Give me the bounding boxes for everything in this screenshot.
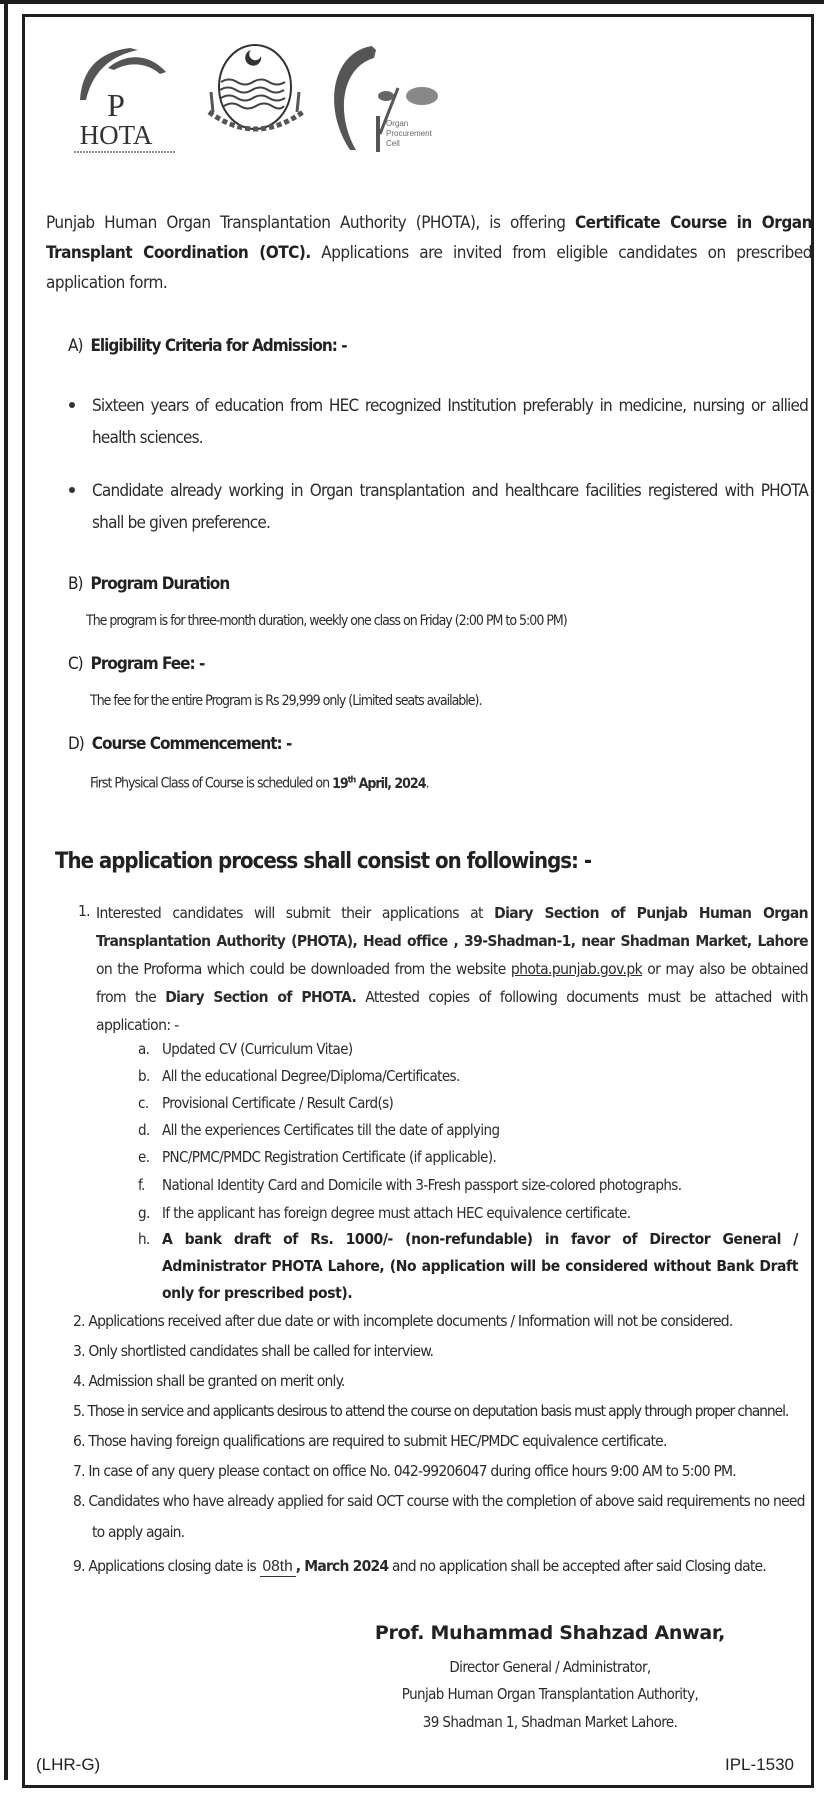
signatory-title: Director General / Administrator, xyxy=(449,1658,651,1676)
doc-item: If the applicant has foreign degree must attach HEC equivalence certificate. xyxy=(162,1204,631,1222)
doc-label: c. xyxy=(138,1094,149,1112)
organ-procurement-cell-logo xyxy=(322,38,462,156)
closing-date-item xyxy=(73,1557,766,1577)
section-a-title: Eligibility Criteria for Admission: - xyxy=(90,336,347,356)
section-d-label: D) xyxy=(68,734,84,754)
commencement-day: 19 xyxy=(332,775,348,792)
program-fee-text: The fee for the entire Program is Rs 29,999 only (Limited seats available). xyxy=(90,693,482,709)
hota-logo-letter: P xyxy=(107,87,125,123)
item-number: 6. xyxy=(73,1432,85,1450)
doc-label: d. xyxy=(138,1121,150,1139)
section-b-title: Program Duration xyxy=(90,574,230,594)
closing-date-text-pre: Applications closing date is xyxy=(88,1557,260,1575)
section-c-heading xyxy=(68,654,204,674)
commencement-text-post: . xyxy=(425,775,429,792)
item-1-part-3: or may also be obtained from the xyxy=(96,960,808,1006)
organ-logo-line-3: Cell xyxy=(386,139,400,148)
commencement-date xyxy=(332,776,425,792)
doc-label: g. xyxy=(138,1204,150,1222)
eligibility-bullet-1: Sixteen years of education from HEC recognized Institution preferably in medicine, nursing or allied health sciences. xyxy=(92,396,808,448)
website-link[interactable]: phota.punjab.gov.pk xyxy=(510,960,643,978)
item-number: 2. xyxy=(73,1312,85,1330)
item-text: Admission shall be granted on merit only. xyxy=(88,1372,345,1390)
bullet-icon xyxy=(69,487,75,493)
section-b-heading xyxy=(68,574,229,594)
item-number: 4. xyxy=(73,1372,85,1390)
item-text: Candidates who have already applied for said OCT course with the completion of above said requirements no need xyxy=(88,1492,805,1510)
commencement-day-suffix: th xyxy=(347,775,356,785)
doc-label: h. xyxy=(138,1230,150,1248)
punjab-government-seal xyxy=(203,42,309,144)
item-1-text xyxy=(96,899,808,1039)
intro-text-2: Applications are invited from eligible candidates on prescribed application form. xyxy=(46,243,812,293)
closing-date-day: 08th xyxy=(260,1558,296,1577)
item-text: Those in service and applicants desirous to attend the course on deputation basis must apply through proper channel. xyxy=(87,1402,789,1420)
intro-course-name: Certificate Course in Organ Transplant Coordination (OTC). xyxy=(46,213,812,263)
doc-label: f. xyxy=(138,1176,145,1194)
intro-text-1: Punjab Human Organ Transplantation Authority (PHOTA), is offering xyxy=(46,213,575,233)
process-item xyxy=(73,1312,732,1330)
organ-logo-line-2: Procurement xyxy=(386,129,432,138)
process-item xyxy=(73,1492,805,1510)
process-item-continuation: to apply again. xyxy=(92,1523,185,1541)
item-1-part-2: on the Proforma which could be downloaded from the website xyxy=(96,960,511,978)
outer-border-left xyxy=(4,0,8,1780)
doc-item: Provisional Certificate / Result Card(s) xyxy=(162,1094,394,1112)
footer-code-left: (LHR-G) xyxy=(36,1755,101,1774)
item-1-number: 1. xyxy=(78,902,90,920)
section-d-heading xyxy=(68,734,291,754)
section-a-heading xyxy=(68,336,347,356)
section-b-label: B) xyxy=(68,574,83,594)
eligibility-bullet-2: Candidate already working in Organ transplantation and healthcare facilities registered with PHOTA shall be given preference. xyxy=(92,481,808,533)
doc-label: b. xyxy=(138,1067,150,1085)
item-text: Applications received after due date or with incomplete documents / Information will not be considered. xyxy=(88,1312,733,1330)
doc-label: e. xyxy=(138,1148,150,1166)
item-text: In case of any query please contact on office No. 042-99206047 during office hours 9:00 AM to 5:00 PM. xyxy=(88,1462,736,1480)
doc-item: PNC/PMC/PMDC Registration Certificate (if applicable). xyxy=(162,1148,497,1166)
item-number: 9. xyxy=(73,1557,85,1575)
closing-date-text-post: and no application shall be accepted after said Closing date. xyxy=(388,1557,766,1575)
item-number: 7. xyxy=(73,1462,85,1480)
program-duration-text: The program is for three-month duration, weekly one class on Friday (2:00 PM to 5:00 PM) xyxy=(86,613,567,629)
section-c-title: Program Fee: - xyxy=(90,654,205,674)
doc-item: National Identity Card and Domicile with 3-Fresh passport size-colored photographs. xyxy=(162,1176,682,1194)
closing-date-month: , March 2024 xyxy=(295,1557,389,1575)
item-text: Those having foreign qualifications are required to submit HEC/PMDC equivalence certificate. xyxy=(88,1432,667,1450)
outer-border-top xyxy=(0,0,824,4)
organ-logo-line-1: Organ xyxy=(386,119,409,128)
item-number: 3. xyxy=(73,1342,85,1360)
item-1-diary-section: Diary Section of PHOTA. xyxy=(165,988,357,1006)
doc-item-bank-draft: A bank draft of Rs. 1000/- (non-refundable) in favor of Director General / Administrator PHOTA Lahore, (No application will be considered without Bank Draft only for prescribed post). xyxy=(162,1230,798,1302)
doc-label: a. xyxy=(138,1040,150,1058)
section-c-label: C) xyxy=(68,654,83,674)
signatory-organization: Punjab Human Organ Transplantation Authority, xyxy=(401,1685,699,1703)
hota-logo-name: HOTA xyxy=(79,120,153,150)
item-1-address: Diary Section of Punjab Human Organ Transplantation Authority (PHOTA), Head office , 39-Shadman-1, near Shadman Market, Lahore xyxy=(96,904,808,950)
section-a-label: A) xyxy=(68,336,83,356)
process-item xyxy=(73,1462,736,1480)
section-d-title: Course Commencement: - xyxy=(91,734,292,754)
process-item xyxy=(73,1432,667,1450)
commencement-text-pre: First Physical Class of Course is scheduled on xyxy=(90,775,333,792)
application-process-heading: The application process shall consist on followings: - xyxy=(55,849,592,874)
doc-item: All the educational Degree/Diploma/Certificates. xyxy=(162,1067,460,1085)
item-1-part-1: Interested candidates will submit their applications at xyxy=(96,904,495,922)
process-item xyxy=(73,1372,345,1390)
commencement-month-year: April, 2024 xyxy=(355,775,426,792)
item-1-part-4: Attested copies of following documents must be attached with application: - xyxy=(96,988,809,1034)
footer-code-right: IPL-1530 xyxy=(725,1755,794,1774)
item-text: Only shortlisted candidates shall be called for interview. xyxy=(88,1342,434,1360)
doc-item: Updated CV (Curriculum Vitae) xyxy=(162,1040,353,1058)
process-item xyxy=(73,1342,433,1360)
item-number: 8. xyxy=(73,1492,85,1510)
hota-logo xyxy=(68,40,183,155)
signatory-address: 39 Shadman 1, Shadman Market Lahore. xyxy=(422,1713,678,1731)
process-item xyxy=(73,1402,788,1420)
doc-item: All the experiences Certificates till the date of applying xyxy=(162,1121,500,1139)
course-commencement-text xyxy=(90,775,428,792)
intro-paragraph xyxy=(46,208,812,298)
signatory-name: Prof. Muhammad Shahzad Anwar, xyxy=(374,1622,726,1644)
item-number: 5. xyxy=(73,1402,85,1420)
bullet-icon xyxy=(69,402,75,408)
